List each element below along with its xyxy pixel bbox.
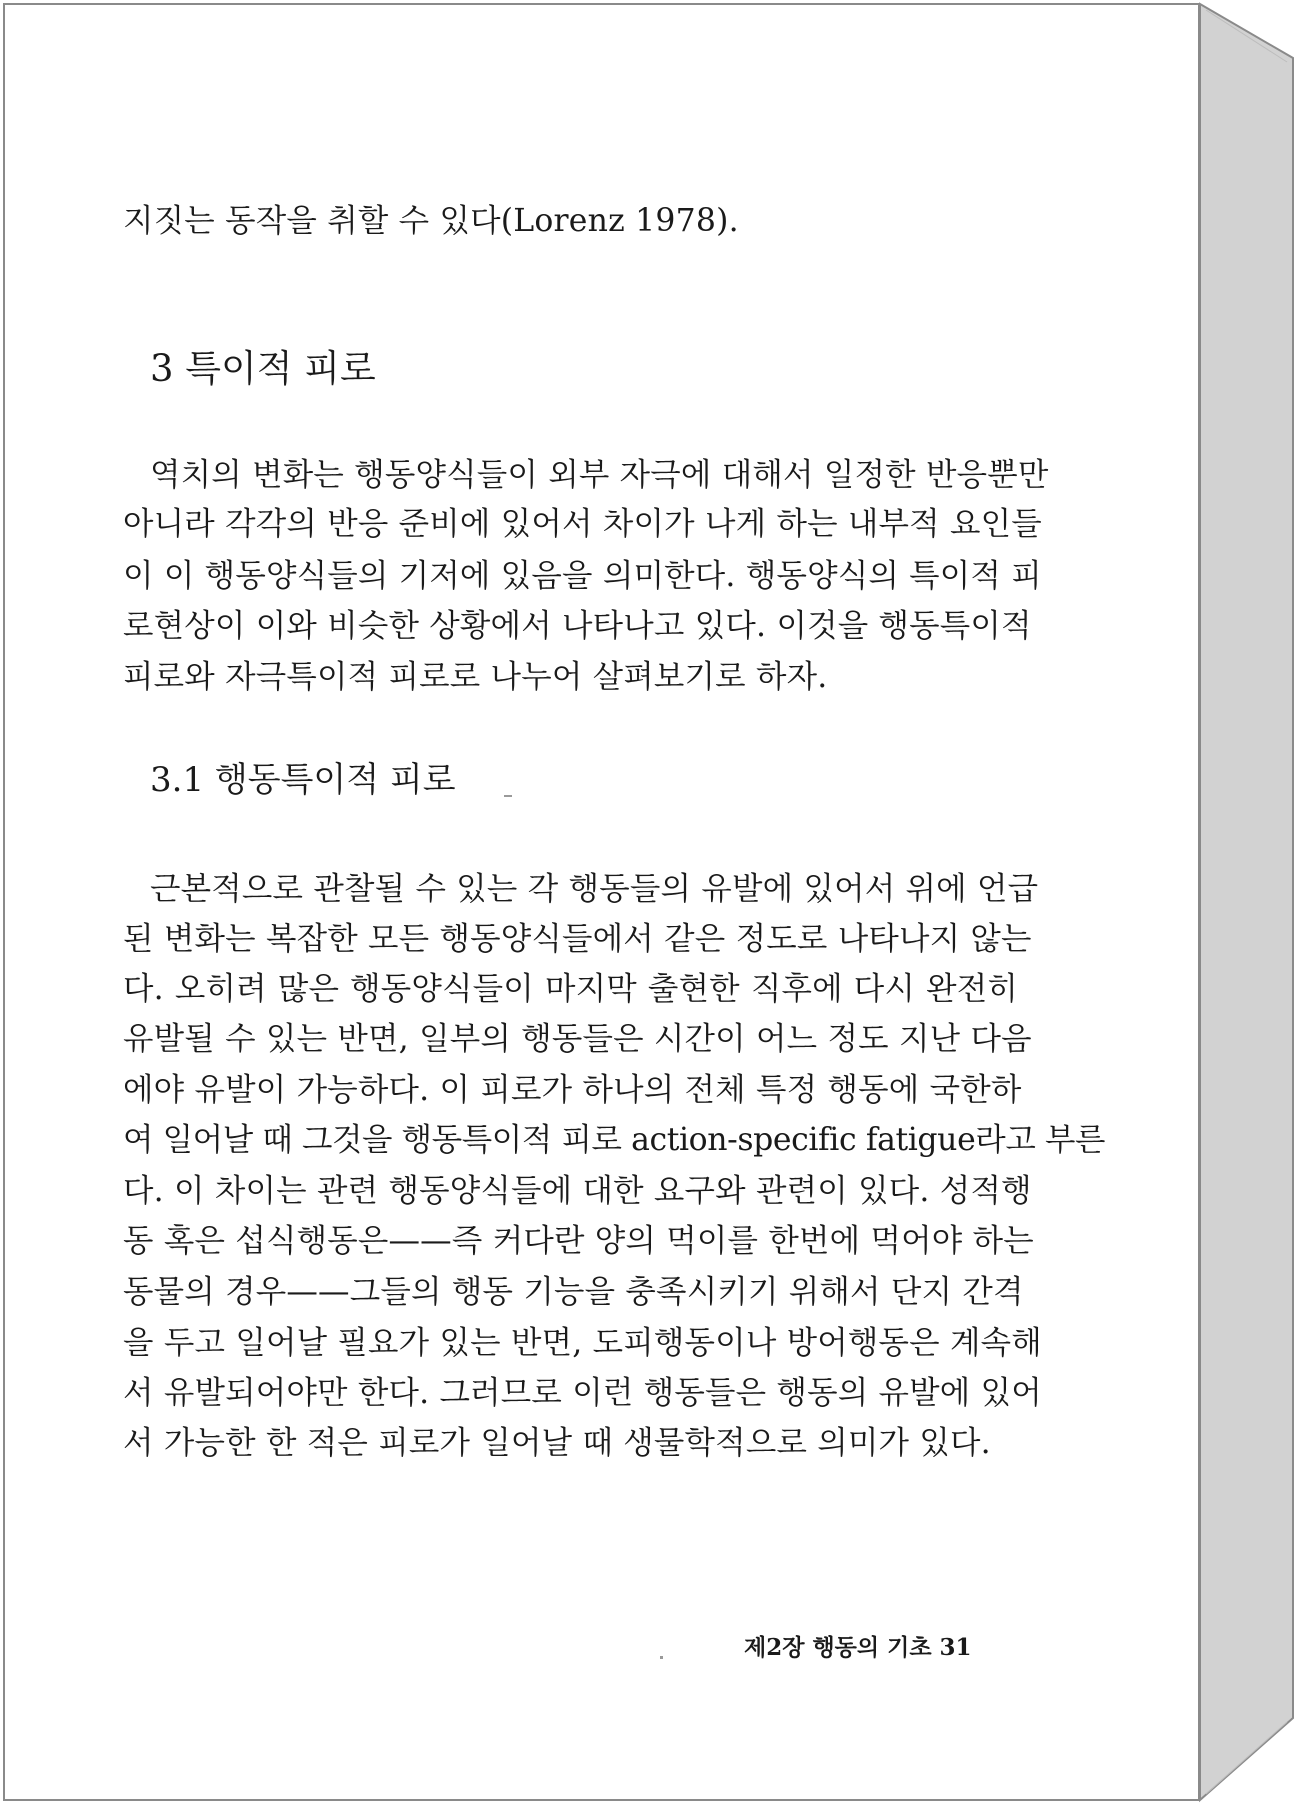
- scan-speck: [660, 1656, 663, 1659]
- section-heading: 3 특이적 피로: [150, 347, 376, 390]
- paragraph-line: 피로와 자극특이적 피로로 나누어 살펴보기로 하자.: [123, 659, 828, 695]
- paragraph-line: 된 변화는 복잡한 모든 행동양식들에서 같은 정도로 나타나지 않는: [123, 921, 1032, 957]
- paragraph-line: 을 두고 일어날 필요가 있는 반면, 도피행동이나 방어행동은 계속해: [123, 1325, 1042, 1361]
- scan-speck: [504, 795, 512, 797]
- subsection-heading: 3.1 행동특이적 피로: [150, 760, 456, 800]
- continuation-line: 지짓는 동작을 취할 수 있다(Lorenz 1978).: [123, 203, 739, 239]
- paragraph-line: 근본적으로 관찰될 수 있는 각 행동들의 유발에 있어서 위에 언급: [150, 871, 1039, 907]
- paragraph-line: 에야 유발이 가능하다. 이 피로가 하나의 전체 특정 행동에 국한하: [123, 1072, 1022, 1108]
- running-footer: 제2장 행동의 기초 31: [744, 1634, 972, 1661]
- paragraph-line: 로현상이 이와 비슷한 상황에서 나타나고 있다. 이것을 행동특이적: [123, 608, 1032, 644]
- paragraph-line: 동물의 경우——그들의 행동 기능을 충족시키기 위해서 단지 간격: [123, 1274, 1024, 1310]
- paragraph-line: 아니라 각각의 반응 준비에 있어서 차이가 나게 하는 내부적 요인들: [123, 506, 1042, 542]
- paragraph-line: 서 유발되어야만 한다. 그러므로 이런 행동들은 행동의 유발에 있어: [123, 1375, 1042, 1411]
- paragraph-line: 동 혹은 섭식행동은——즉 커다란 양의 먹이를 한번에 먹어야 하는: [123, 1223, 1034, 1259]
- paragraph-line: 역치의 변화는 행동양식들이 외부 자극에 대해서 일정한 반응뿐만: [150, 457, 1049, 493]
- paragraph-line: 여 일어날 때 그것을 행동특이적 피로 action-specific fatigue라고 부른: [123, 1122, 1106, 1158]
- paragraph-line: 다. 오히려 많은 행동양식들이 마지막 출현한 직후에 다시 완전히: [123, 971, 1018, 1007]
- paragraph-line: 이 이 행동양식들의 기저에 있음을 의미한다. 행동양식의 특이적 피: [123, 558, 1042, 594]
- paragraph-line: 유발될 수 있는 반면, 일부의 행동들은 시간이 어느 정도 지난 다음: [123, 1021, 1032, 1057]
- paragraph-line: 서 가능한 한 적은 피로가 일어날 때 생물학적으로 의미가 있다.: [123, 1425, 991, 1461]
- paragraph-line: 다. 이 차이는 관련 행동양식들에 대한 요구와 관련이 있다. 성적행: [123, 1173, 1032, 1209]
